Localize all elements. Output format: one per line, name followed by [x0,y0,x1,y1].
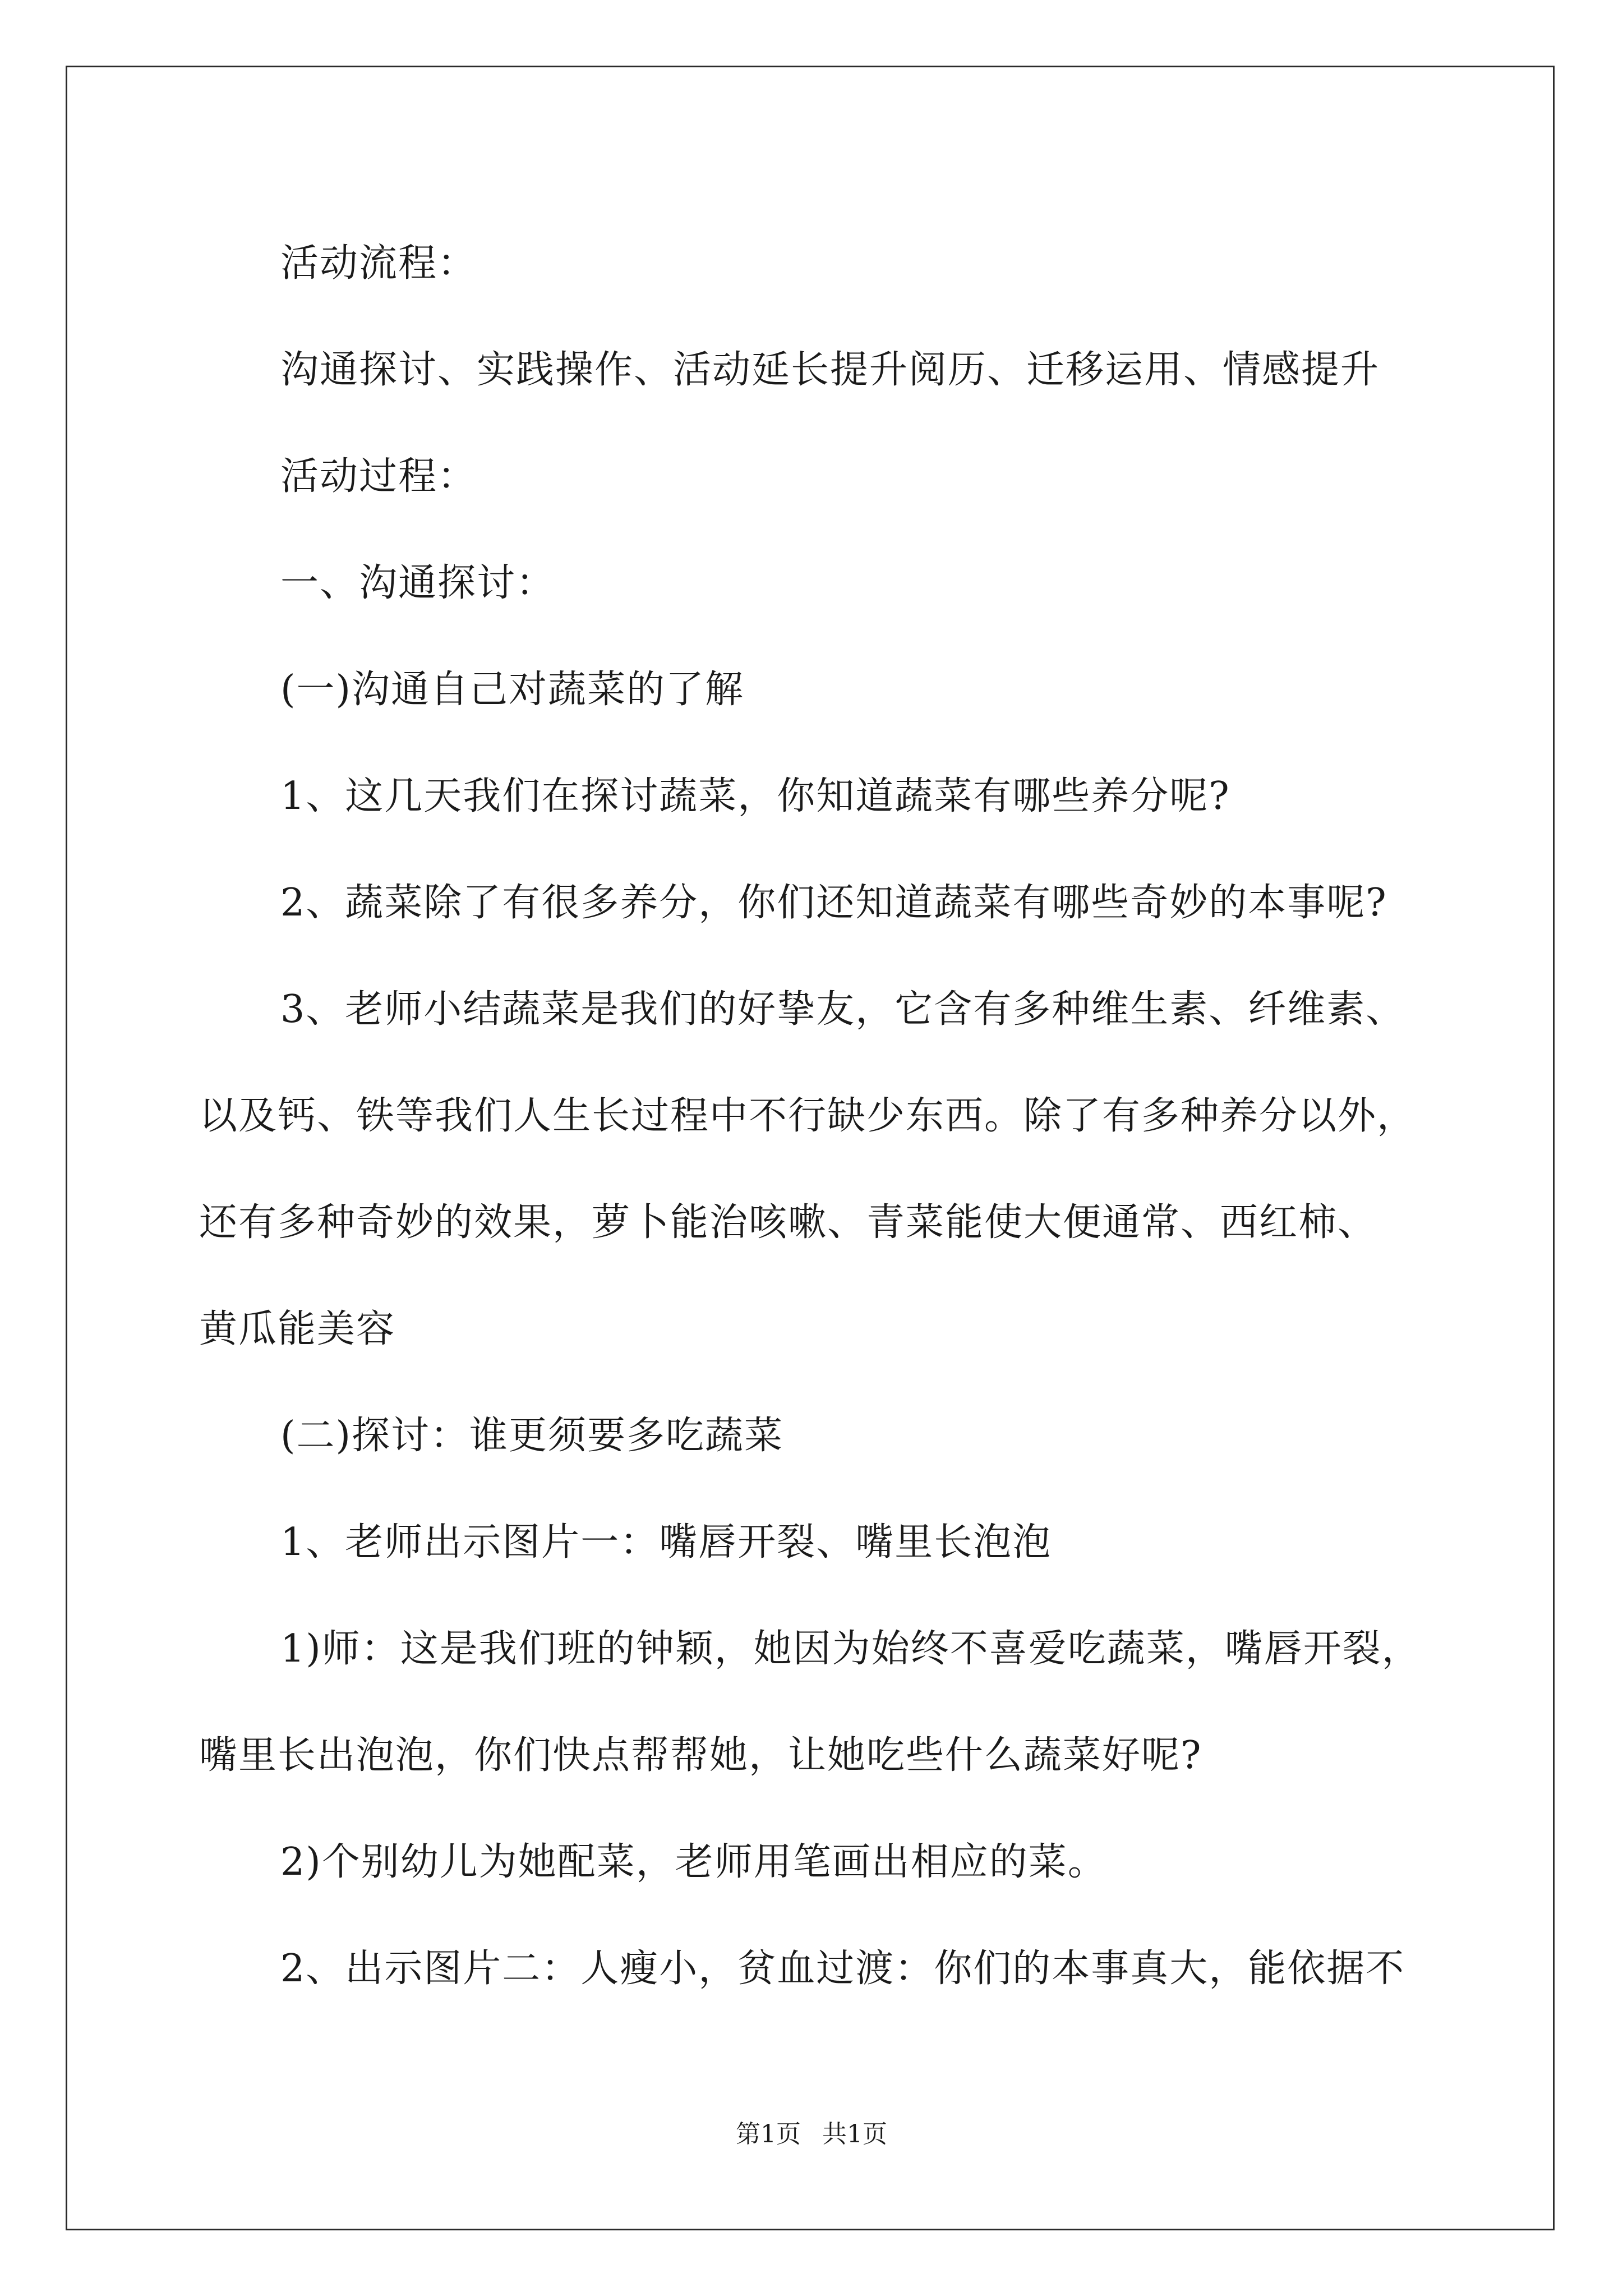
page-total: 共1页 [822,2120,887,2148]
paragraph-line: 嘴里长出泡泡，你们快点帮帮她，让她吃些什么蔬菜好呢? [199,1733,1202,1778]
paragraph-line: 1)师：这是我们班的钟颖，她因为始终不喜爱吃蔬菜，嘴唇开裂， [280,1627,1421,1671]
subsection-heading: (二)探讨：谁更须要多吃蔬菜 [280,1414,784,1458]
paragraph-line: 3、老师小结蔬菜是我们的好挚友，它含有多种维生素、纤维素、 [280,987,1405,1032]
document-body [199,210,1438,2022]
paragraph-line: 以及钙、铁等我们人生长过程中不行缺少东西。除了有多种养分以外， [199,1094,1417,1138]
paragraph-line: 2、蔬菜除了有很多养分，你们还知道蔬菜有哪些奇妙的本事呢? [280,881,1387,925]
paragraph-line: 还有多种奇妙的效果，萝卜能治咳嗽、青菜能使大便通常、西红柿、 [199,1200,1377,1245]
page-footer [0,2118,1623,2151]
paragraph-line: 2、出示图片二：人瘦小，贫血过渡：你们的本事真大，能依据不 [280,1947,1405,1991]
paragraph-line: 1、老师出示图片一：嘴唇开裂、嘴里长泡泡 [280,1520,1052,1565]
paragraph-line: 1、这几天我们在探讨蔬菜，你知道蔬菜有哪些养分呢? [280,774,1230,818]
subsection-heading: (一)沟通自己对蔬菜的了解 [280,668,745,712]
paragraph-line: 活动过程： [280,454,477,499]
paragraph-line: 沟通探讨、实践操作、活动延长提升阅历、迁移运用、情感提升 [280,348,1380,392]
page-number: 第1页 [736,2120,801,2148]
section-heading: 一、沟通探讨： [280,561,556,605]
paragraph-line: 黄瓜能美容 [199,1307,396,1351]
paragraph-line: 2)个别幼儿为她配菜，老师用笔画出相应的菜。 [280,1840,1107,1884]
paragraph-line: 活动流程： [280,241,477,286]
